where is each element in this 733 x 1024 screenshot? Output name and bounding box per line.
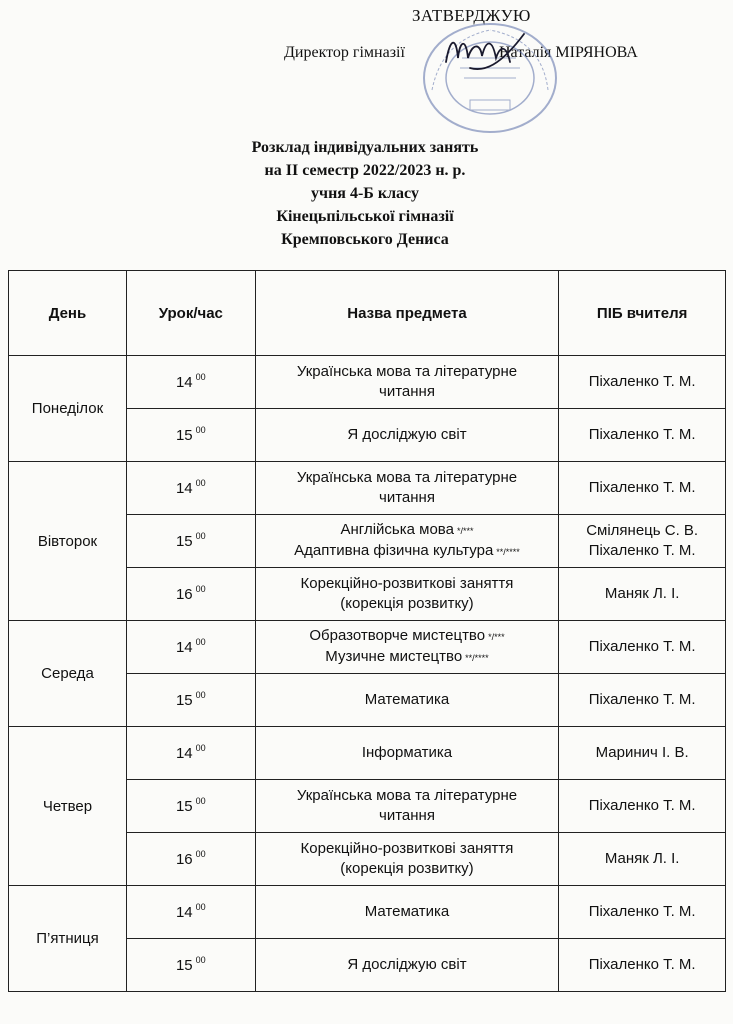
time-cell [126,621,255,674]
lesson-hour: 14 [175,745,193,762]
day-cell: Четвер [9,727,127,886]
teacher-name: Маринич І. В. [595,744,689,761]
teacher-cell [559,939,726,992]
subject-text: Українська мова та літературне [296,469,518,486]
subject-text: Я досліджую світ [347,426,467,443]
subject-line [260,859,555,879]
teacher-cell [559,674,726,727]
subject-text: (корекція розвитку) [340,595,474,612]
subject-text: Я досліджую світ [347,956,467,973]
title-line-5: Кремповського Дениса [281,231,449,248]
subject-line [260,647,555,668]
lesson-hour: 14 [175,374,193,391]
lesson-minutes: 00 [195,531,206,541]
lesson-minutes: 00 [195,796,206,806]
subject-text: Музичне мистецтво [325,648,463,665]
day-cell: Вівторок [9,462,127,621]
time-cell [126,515,255,568]
teacher-name: Піхаленко Т. М. [588,542,696,559]
subject-text: читання [379,383,435,400]
subject-line [260,594,555,614]
subject-line [260,626,555,647]
subject-cell [255,621,559,674]
subject-line [260,806,555,826]
lesson-hour: 15 [175,533,193,550]
schedule-body [9,356,726,992]
teacher-name: Піхаленко Т. М. [588,691,696,708]
lesson-hour: 16 [175,851,193,868]
teacher-cell [559,780,726,833]
director-signature [440,28,530,78]
subject-line [260,839,555,859]
subject-cell [255,409,559,462]
teacher-name: Піхаленко Т. М. [588,638,696,655]
subject-cell [255,515,559,568]
subject-text: Математика [364,903,450,920]
lesson-minutes: 00 [195,955,206,965]
lesson-minutes: 00 [195,478,206,488]
subject-line [260,541,555,562]
subject-line [260,488,555,508]
lesson-hour: 14 [175,639,193,656]
lesson-hour: 14 [175,904,193,921]
lesson-hour: 15 [175,957,193,974]
subject-cell [255,939,559,992]
time-cell [126,674,255,727]
header-teacher: ПІБ вчителя [559,271,726,356]
teacher-name: Маняк Л. І. [604,850,680,867]
subject-line [260,786,555,806]
subject-text: Українська мова та літературне [296,363,518,380]
lesson-hour: 14 [175,480,193,497]
subject-line [260,382,555,402]
teacher-name: Піхаленко Т. М. [588,956,696,973]
lesson-minutes: 00 [195,584,206,594]
header-day: День [9,271,127,356]
teacher-cell [559,886,726,939]
table-row [9,886,726,939]
subject-line [260,743,555,763]
subject-cell [255,356,559,409]
subject-line [260,425,555,445]
subject-text: Українська мова та літературне [296,787,518,804]
table-row [9,727,726,780]
subject-footnote-mark: */*** [456,526,474,536]
title-line-2: на ІІ семестр 2022/2023 н. р. [264,162,466,179]
subject-text: Образотворче мистецтво [309,627,486,644]
teacher-cell [559,356,726,409]
subject-text: Математика [364,691,450,708]
time-cell [126,780,255,833]
lesson-hour: 15 [175,427,193,444]
subject-text: Корекційно-розвиткові заняття [300,840,514,857]
schedule-title [150,136,580,251]
header-time: Урок/час [126,271,255,356]
table-header-row [9,271,726,356]
time-cell [126,833,255,886]
schedule-table [8,270,726,992]
subject-footnote-mark: */*** [488,632,505,642]
subject-footnote-mark: **/**** [496,547,520,557]
teacher-name: Маняк Л. І. [604,585,680,602]
day-cell: П’ятниця [9,886,127,992]
time-cell [126,462,255,515]
lesson-hour: 15 [175,692,193,709]
teacher-name: Смілянець С. В. [586,522,699,539]
time-cell [126,568,255,621]
teacher-cell [559,833,726,886]
subject-text: читання [379,807,435,824]
subject-line [260,955,555,975]
table-row [9,621,726,674]
subject-text: читання [379,489,435,506]
lesson-minutes: 00 [195,637,206,647]
time-cell [126,939,255,992]
teacher-cell [559,621,726,674]
time-cell [126,356,255,409]
title-line-4: Кінецьпільської гімназії [276,208,454,225]
teacher-cell [559,409,726,462]
time-cell [126,727,255,780]
day-cell: Середа [9,621,127,727]
teacher-name: Піхаленко Т. М. [588,903,696,920]
subject-line [260,362,555,382]
teacher-cell [559,462,726,515]
lesson-minutes: 00 [195,743,206,753]
table-row [9,462,726,515]
subject-line [260,468,555,488]
subject-text: (корекція розвитку) [340,860,474,877]
subject-cell [255,886,559,939]
subject-cell [255,674,559,727]
teacher-name: Піхаленко Т. М. [588,426,696,443]
lesson-minutes: 00 [195,849,206,859]
time-cell [126,409,255,462]
lesson-hour: 16 [175,586,193,603]
teacher-name: Піхаленко Т. М. [588,373,696,390]
lesson-hour: 15 [175,798,193,815]
subject-cell [255,568,559,621]
lesson-minutes: 00 [195,690,206,700]
subject-text: Інформатика [361,744,453,761]
header-subject: Назва предмета [255,271,559,356]
teacher-cell [559,568,726,621]
teacher-cell [559,515,726,568]
table-row [9,356,726,409]
subject-cell [255,462,559,515]
time-cell [126,886,255,939]
subject-footnote-mark: **/**** [465,653,489,663]
teacher-cell [559,727,726,780]
teacher-name: Піхаленко Т. М. [588,479,696,496]
subject-line [260,902,555,922]
lesson-minutes: 00 [195,902,206,912]
title-line-3: учня 4-Б класу [311,185,419,202]
subject-line [260,574,555,594]
subject-line [260,520,555,541]
director-title: Директор гімназії [284,44,405,61]
day-cell: Понеділок [9,356,127,462]
subject-line [260,690,555,710]
lesson-minutes: 00 [195,372,206,382]
subject-cell [255,727,559,780]
lesson-minutes: 00 [195,425,206,435]
subject-text: Адаптивна фізична культура [294,542,494,559]
subject-cell [255,833,559,886]
director-name: Наталія МІРЯНОВА [498,44,638,61]
approval-heading: ЗАТВЕРДЖУЮ [412,6,531,25]
title-line-1: Розклад індивідуальних занять [251,139,479,156]
subject-text: Корекційно-розвиткові заняття [300,575,514,592]
teacher-name: Піхаленко Т. М. [588,797,696,814]
subject-text: Англійська мова [340,521,454,538]
subject-cell [255,780,559,833]
